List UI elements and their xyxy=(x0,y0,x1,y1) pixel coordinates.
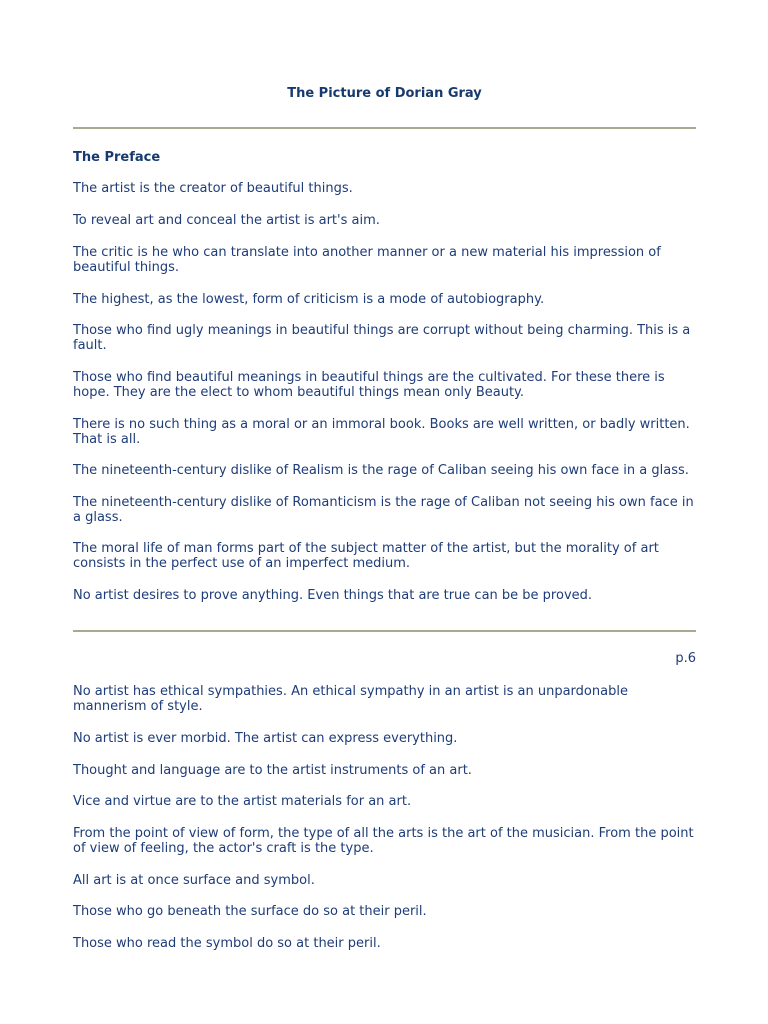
page-number: p.6 xyxy=(675,651,696,666)
paragraph: The critic is he who can translate into another manner or a new material his impression of beautiful things. xyxy=(73,245,661,275)
paragraph: No artist desires to prove anything. Even things that are true can be be proved. xyxy=(73,588,593,603)
paragraph: No artist is ever morbid. The artist can express everything. xyxy=(73,731,458,746)
horizontal-rule-top xyxy=(73,127,696,129)
horizontal-rule-bottom xyxy=(73,630,696,632)
paragraph: There is no such thing as a moral or an immoral book. Books are well written, or badly written. That is all. xyxy=(73,417,690,447)
paragraph: Those who go beneath the surface do so at their peril. xyxy=(73,904,427,919)
paragraph: The moral life of man forms part of the subject matter of the artist, but the morality of art consists in the perfect use of an imperfect medium. xyxy=(73,541,659,571)
paragraph: No artist has ethical sympathies. An ethical sympathy in an artist is an unpardonable mannerism of style. xyxy=(73,684,628,714)
paragraph: Vice and virtue are to the artist materials for an art. xyxy=(73,794,412,809)
paragraph: Those who read the symbol do so at their peril. xyxy=(73,936,381,951)
paragraph: Thought and language are to the artist instruments of an art. xyxy=(73,763,472,778)
paragraph: The highest, as the lowest, form of criticism is a mode of autobiography. xyxy=(73,292,545,307)
section-heading: The Preface xyxy=(73,150,161,165)
paragraph: The artist is the creator of beautiful things. xyxy=(73,181,353,196)
paragraph: To reveal art and conceal the artist is art's aim. xyxy=(73,213,380,228)
paragraph: All art is at once surface and symbol. xyxy=(73,873,315,888)
paragraph: Those who find beautiful meanings in beautiful things are the cultivated. For these there is hope. They are the elect to whom beautiful things mean only Beauty. xyxy=(73,370,665,400)
paragraph: Those who find ugly meanings in beautiful things are corrupt without being charming. This is a fault. xyxy=(73,323,691,353)
paragraph: From the point of view of form, the type of all the arts is the art of the musician. From the point of view of feeling, the actor's craft is the type. xyxy=(73,826,694,856)
paragraph: The nineteenth-century dislike of Romanticism is the rage of Caliban not seeing his own face in a glass. xyxy=(73,495,694,525)
paragraph: The nineteenth-century dislike of Realism is the rage of Caliban seeing his own face in a glass. xyxy=(73,463,689,478)
book-title: The Picture of Dorian Gray xyxy=(287,86,482,101)
